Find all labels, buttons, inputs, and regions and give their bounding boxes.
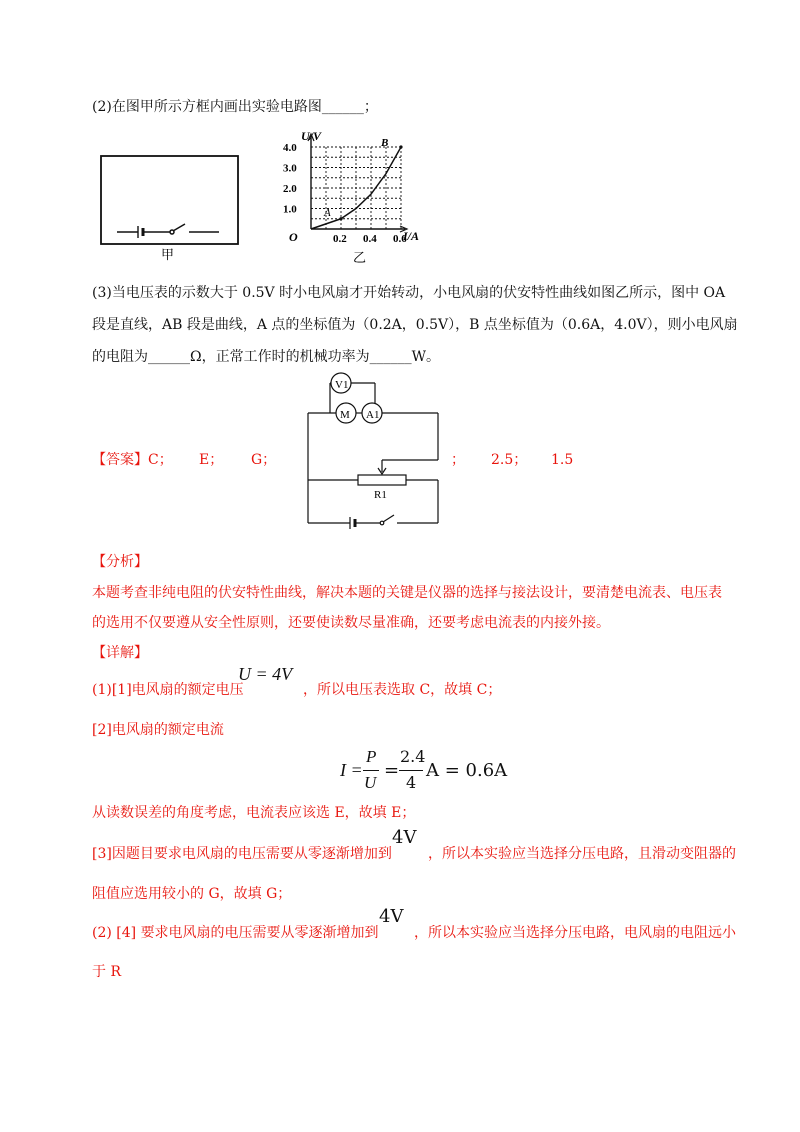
svg-text:A1: A1 [366,409,380,421]
figure-jia-battery-switch [117,224,219,238]
y-axis-label: U/V [301,129,322,143]
answer-circuit-diagram [300,368,448,534]
x-axis-label: I/A [403,229,420,243]
detail-p7: 于 R [92,964,121,980]
rheostat-r1-label: R1 [374,489,387,501]
detail-p3: 从读数误差的角度考虑，电流表应该选 E，故填 E； [92,805,416,821]
motor-m-symbol [336,403,356,423]
figure-jia-caption: 甲 [161,247,175,262]
answer-e: E； [199,452,224,468]
detail-p1-text: (1)[1]电风扇的额定电压 [92,682,244,698]
analysis-line1: 本题考查非纯电阻的伏安特性曲线，解决本题的关键是仪器的选择与接法设计，要清楚电流表、电压表 [92,585,722,601]
answer-label: 【答案】C； [92,452,173,468]
answer-semicolon: ； [451,452,465,468]
svg-text:V1: V1 [335,379,349,391]
x-tick-label: 0.2 [333,233,347,245]
figure-jia [95,150,245,262]
point-b-label: B [381,137,389,149]
figure-yi-caption: 乙 [353,250,367,265]
svg-text:M: M [340,409,350,421]
point-a-label: A [324,207,331,219]
detail-p2: [2]电风扇的额定电流 [92,722,224,738]
q3-line2: 段是直线，AB 段是曲线，A 点的坐标值为（0.2A，0.5V），B 点坐标值为（0.6A，4.0V），则小电风扇 [92,317,738,333]
q2-line: (2)在图甲所示方框内画出实验电路图______； [92,99,378,115]
detail-p4-text: [3]因题目要求电风扇的电压需要从零逐渐增加到 [92,846,392,862]
origin-label: O [289,230,298,244]
detail-p4-value: 4V [392,827,417,848]
ammeter-a1-symbol [362,403,382,423]
detail-p6-text: (2) [4] 要求电风扇的电压需要从零逐渐增加到 [92,925,379,941]
detail-p1-text-2: ，所以电压表选取 C，故填 C； [303,682,502,698]
detail-p4-text-2: ，所以本实验应当选择分压电路，且滑动变阻器的 [428,846,736,862]
detail-p1-formula: U = 4V [238,664,293,684]
y-tick-label: 3.0 [283,162,297,175]
y-tick-label: 4.0 [283,142,297,154]
detail-heading: 【详解】 [92,645,148,661]
x-tick-label: 0.6 [393,233,407,245]
detail-equation: I = P U = 2.4 4 A = 0.6A [340,747,508,792]
answer-value-2: 1.5 [551,452,574,468]
answer-value-1: 2.5； [491,452,528,468]
analysis-heading: 【分析】 [92,554,148,570]
q3-line1: (3)当电压表的示数大于 0.5V 时小电风扇才开始转动，小电风扇的伏安特性曲线如图乙所示，图中 OA [92,285,726,301]
point-b [399,145,402,148]
detail-p6-text-2: ，所以本实验应当选择分压电路，电风扇的电阻远小 [414,925,736,941]
detail-p5: 阻值应选用较小的 G，故填 G； [92,886,292,902]
figure-jia-box [101,156,238,244]
figure-yi-chart [283,128,433,266]
point-a [339,217,342,220]
y-tick-label: 1.0 [283,203,297,216]
voltmeter-v1-symbol [331,373,351,393]
detail-p6-value: 4V [379,906,404,927]
analysis-line2: 的选用不仅要遵从安全性原则，还要使读数尽量准确，还要考虑电流表的内接外接。 [92,615,610,631]
y-tick-label: 2.0 [283,183,297,195]
q3-line3: 的电阻为______Ω，正常工作时的机械功率为______W。 [92,349,440,365]
answer-g: G； [251,452,277,468]
x-tick-label: 0.4 [363,233,377,245]
